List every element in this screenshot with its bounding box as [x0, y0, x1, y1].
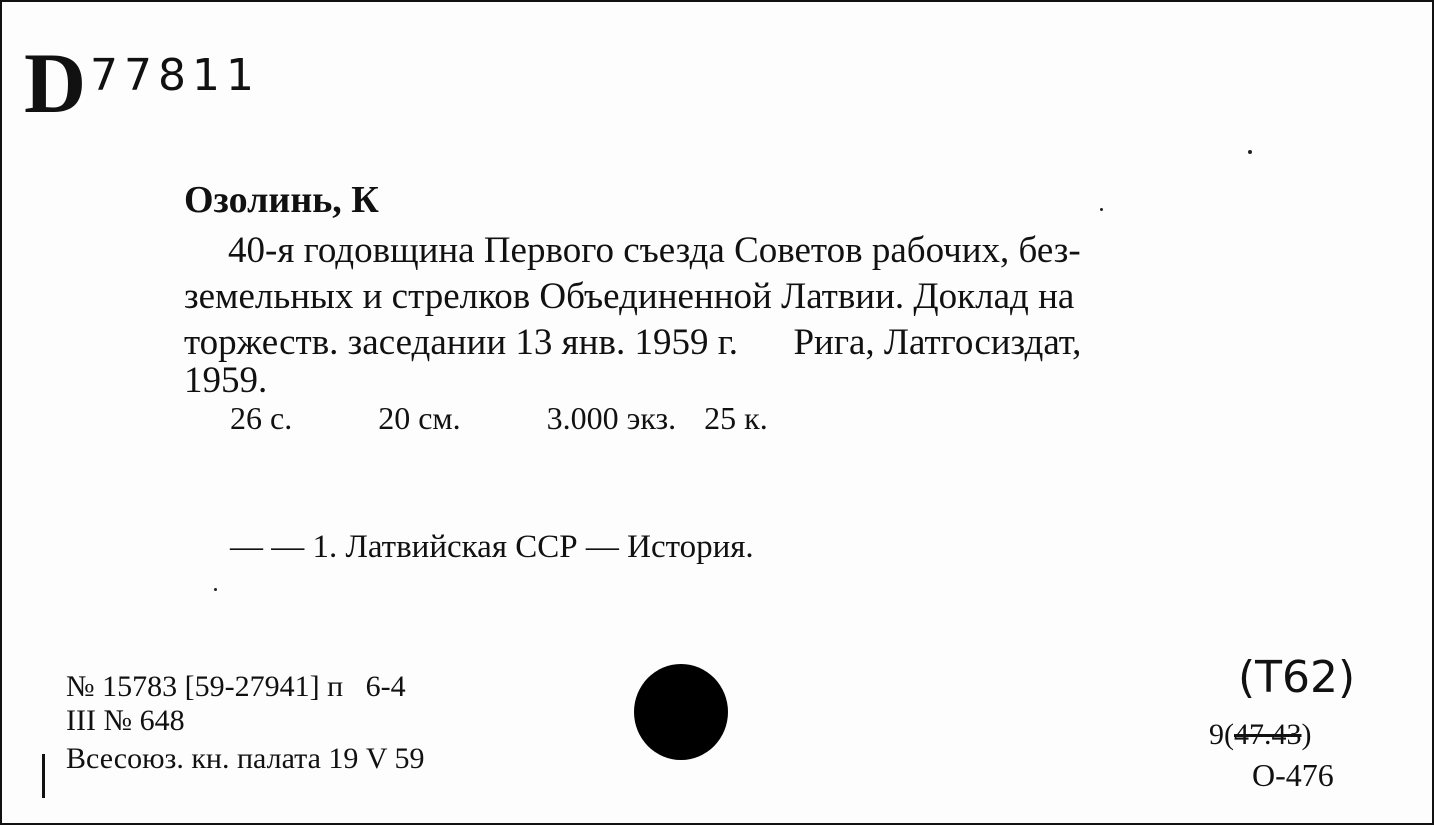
footer-line: Всесоюз. кн. палата 19 V 59: [66, 742, 425, 775]
pages: 26 с.: [230, 400, 293, 436]
letter-code-stamp: D: [24, 35, 85, 131]
collation-line: [230, 400, 768, 437]
footer-line: № 15783 [59-27941] п 6-4: [66, 670, 406, 703]
subject-tracing: — — 1. Латвийская ССР — История.: [230, 529, 754, 565]
footer-line: III № 648: [66, 704, 185, 737]
margin-mark: [42, 754, 45, 798]
title-line: земельных и стрелков Объединенной Латвии. Доклад на: [184, 276, 1075, 317]
price: 25 к.: [704, 400, 768, 436]
ink-speck: [1248, 150, 1252, 154]
punch-hole: [634, 664, 728, 760]
title-line: торжеств. заседании 13 янв. 1959 г. Рига, Латгосиздат,: [184, 322, 1082, 363]
ink-speck: [1100, 208, 1103, 211]
classification-code: [1209, 718, 1312, 752]
title-line: 40-я годовщина Первого съезда Советов рабочих, без-: [228, 230, 1081, 271]
handwritten-classification: (Т62): [1238, 652, 1356, 703]
copies: 3.000 экз.: [546, 400, 677, 436]
author-heading: Озолинь, К: [184, 179, 379, 221]
ink-speck: [214, 588, 217, 591]
title-line: 1959.: [184, 360, 268, 401]
size: 20 см.: [378, 400, 461, 436]
title-description: [184, 228, 1319, 404]
class-suffix: ): [1301, 718, 1312, 751]
class-struck: 47.43: [1234, 718, 1302, 751]
accession-number: 77811: [90, 50, 260, 101]
class-prefix: 9(: [1209, 718, 1234, 751]
cutter-number: О-476: [1252, 757, 1334, 793]
